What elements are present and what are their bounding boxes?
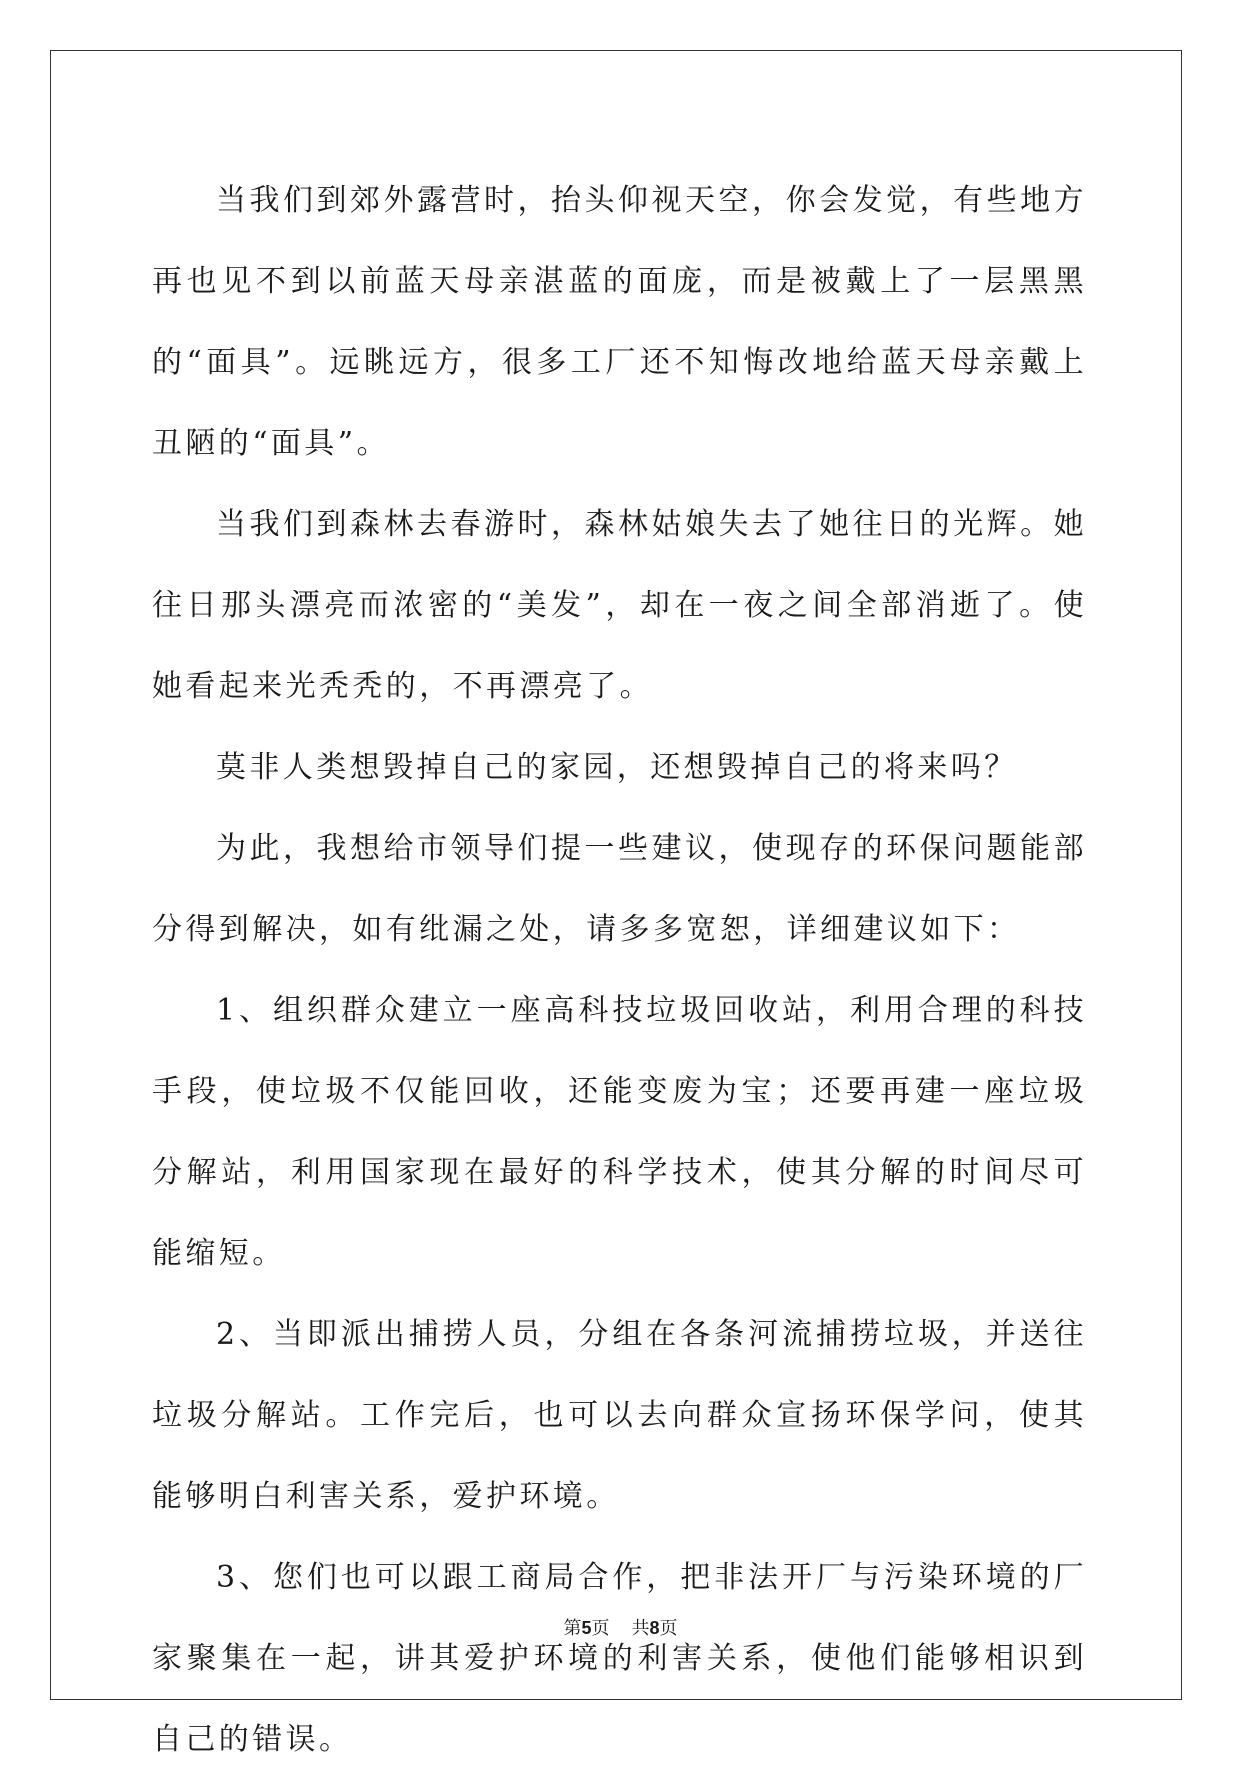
total-pages-prefix: 共 [631, 1618, 650, 1639]
paragraph: 为此，我想给市领导们提一些建议，使现存的环保问题能部分得到解决，如有纰漏之处，请多多宽恕，详细建议如下： [152, 831, 1087, 947]
list-item-suggestion: 2、当即派出捕捞人员，分组在各条河流捕捞垃圾，并送往垃圾分解站。工作完后，也可以去向群众宣扬环保学问，使其能够明白利害关系，爱护环境。 [152, 1317, 1087, 1514]
total-pages-unit: 页 [659, 1618, 678, 1639]
paragraph: 莫非人类想毁掉自己的家园，还想毁掉自己的将来吗？ [216, 750, 1018, 785]
paragraph: 当我们到郊外露营时，抬头仰视天空，你会发觉，有些地方再也见不到以前蓝天母亲湛蓝的面庞，而是被戴上了一层黑黑的“面具”。远眺远方，很多工厂还不知悔改地给蓝天母亲戴上丑陋的“面具”。 [152, 183, 1087, 461]
list-item-suggestion: 1、组织群众建立一座高科技垃圾回收站，利用合理的科技手段，使垃圾不仅能回收，还能变废为宝；还要再建一座垃圾分解站，利用国家现在最好的科学技术，使其分解的时间尽可能缩短。 [152, 993, 1087, 1271]
list-item-suggestion: 3、您们也可以跟工商局合作，把非法开厂与污染环境的厂家聚集在一起，讲其爱护环境的利害关系，使他们能够相识到自己的错误。 [152, 1560, 1087, 1757]
document-body [152, 160, 1087, 1780]
current-page-number: 5 [581, 1618, 592, 1638]
page-number-unit: 页 [591, 1618, 610, 1639]
paragraph: 当我们到森林去春游时，森林姑娘失去了她往日的光辉。她往日那头漂亮而浓密的“美发”，却在一夜之间全部消逝了。使她看起来光秃秃的，不再漂亮了。 [152, 507, 1087, 704]
page-footer [0, 1616, 1241, 1641]
total-page-count: 8 [649, 1618, 660, 1638]
page-number-prefix: 第 [563, 1618, 582, 1639]
